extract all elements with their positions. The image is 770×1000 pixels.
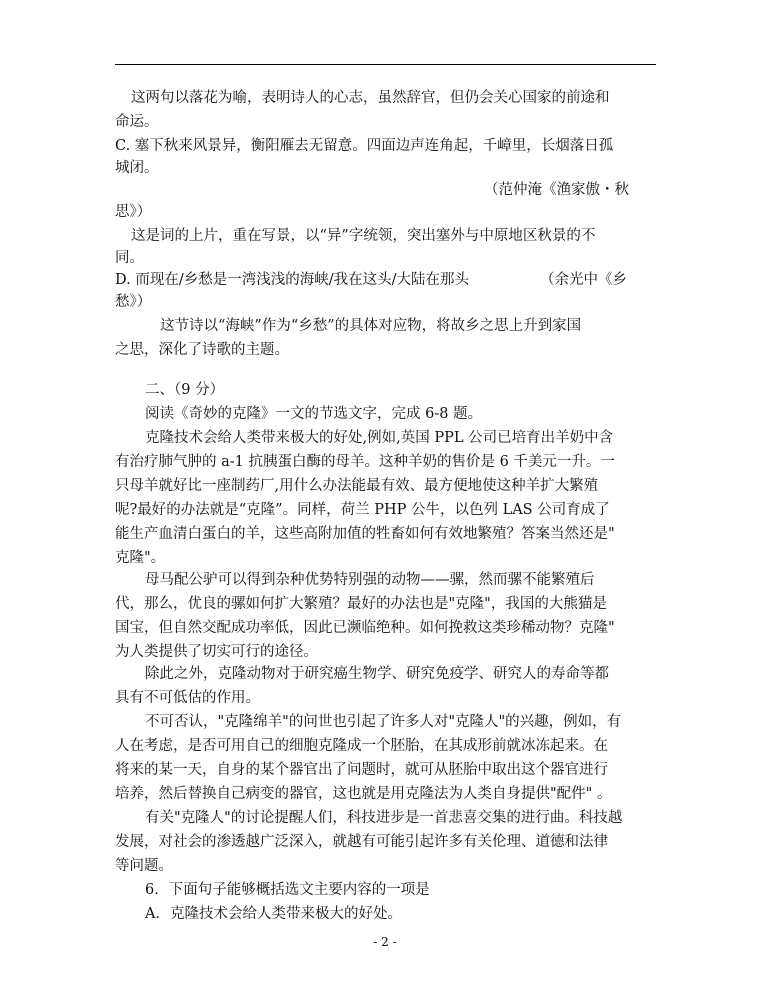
- text-line: C. 塞下秋来风景异，衡阳雁去无留意。四面边声连角起，千嶂里，长烟落日孤: [115, 138, 614, 154]
- text-line: 克隆"。: [115, 550, 166, 566]
- text-line: 同。: [115, 250, 144, 266]
- text-line: 能生产血清白蛋白的羊，这些高附加值的牲畜如何有效地繁殖？答案当然还是": [115, 526, 615, 542]
- text-line: （余光中《乡: [540, 272, 627, 288]
- text-line: 不可否认，"克隆绵羊"的问世也引起了许多人对"克隆人"的兴趣，例如，有: [145, 714, 622, 730]
- text-line: （范仲淹《渔家傲・秋: [484, 182, 629, 198]
- text-line: 思》）: [115, 204, 152, 220]
- text-line: 具有不可低估的作用。: [115, 690, 260, 706]
- text-line: 有治疗肺气肿的 a-1 抗胰蛋白酶的母羊。这种羊奶的售价是 6 千美元一升。一: [115, 454, 615, 470]
- text-line: 愁》）: [115, 294, 152, 310]
- text-line: 为人类提供了切实可行的途径。: [115, 644, 318, 660]
- text-line: 呢?最好的办法就是“克隆”。同样，荷兰 PHP 公牛，以色列 LAS 公司育成了: [115, 502, 610, 518]
- text-line: 只母羊就好比一座制药厂,用什么办法能最有效、最方便地使这种羊扩大繁殖: [115, 478, 599, 494]
- text-line: 国宝，但自然交配成功率低，因此已濒临绝种。如何挽救这类珍稀动物？克隆": [115, 620, 615, 636]
- text-line: 城闭。: [115, 160, 159, 176]
- page-number: - 2 -: [373, 935, 397, 949]
- text-line: 这节诗以“海峡”作为“乡愁”的具体对应物，将故乡之思上升到家国: [160, 318, 582, 334]
- header-rule: [115, 64, 656, 65]
- text-line: 这两句以落花为喻，表明诗人的心志，虽然辞官，但仍会关心国家的前途和: [131, 90, 610, 106]
- text-line: 阅读《奇妙的克隆》一文的节选文字，完成 6-8 题。: [145, 406, 483, 422]
- text-line: 这是词的上片，重在写景，以“异”字统领，突出塞外与中原地区秋景的不: [131, 228, 596, 244]
- text-line: 发展，对社会的渗透越广泛深入，就越有可能引起许多有关伦理、道德和法律: [115, 834, 608, 850]
- option-a: A．克隆技术会给人类带来极大的好处。: [145, 906, 402, 922]
- text-line: 等问题。: [115, 858, 173, 874]
- text-line: 母马配公驴可以得到杂种优势特别强的动物——骡，然而骡不能繁殖后: [145, 572, 595, 588]
- question-6: 6．下面句子能够概括选文主要内容的一项是: [145, 882, 430, 898]
- text-line: 人在考虑，是否可用自己的细胞克隆成一个胚胎，在其成形前就冰冻起来。在: [115, 738, 608, 754]
- text-line: 除此之外，克隆动物对于研究癌生物学、研究免疫学、研究人的寿命等都: [145, 666, 609, 682]
- text-line: D. 而现在/乡愁是一湾浅浅的海峡/我在这头/大陆在那头: [115, 272, 469, 288]
- text-line: 代，那么，优良的骡如何扩大繁殖？最好的办法也是"克隆"，我国的大熊猫是: [115, 596, 607, 612]
- text-line: 之思，深化了诗歌的主题。: [115, 342, 289, 358]
- text-line: 培养，然后替换自己病变的器官，这也就是用克隆法为人类自身提供"配件" 。: [115, 786, 612, 802]
- text-line: 有关"克隆人"的讨论提醒人们，科技进步是一首悲喜交集的进行曲。科技越: [145, 810, 623, 826]
- text-line: 命运。: [115, 114, 159, 130]
- section-heading: 二、（9 分）: [145, 382, 225, 398]
- text-line: 克隆技术会给人类带来极大的好处,例如,英国 PPL 公司已培育出羊奶中含: [145, 430, 614, 446]
- text-line: 将来的某一天，自身的某个器官出了问题时，就可从胚胎中取出这个器官进行: [115, 762, 608, 778]
